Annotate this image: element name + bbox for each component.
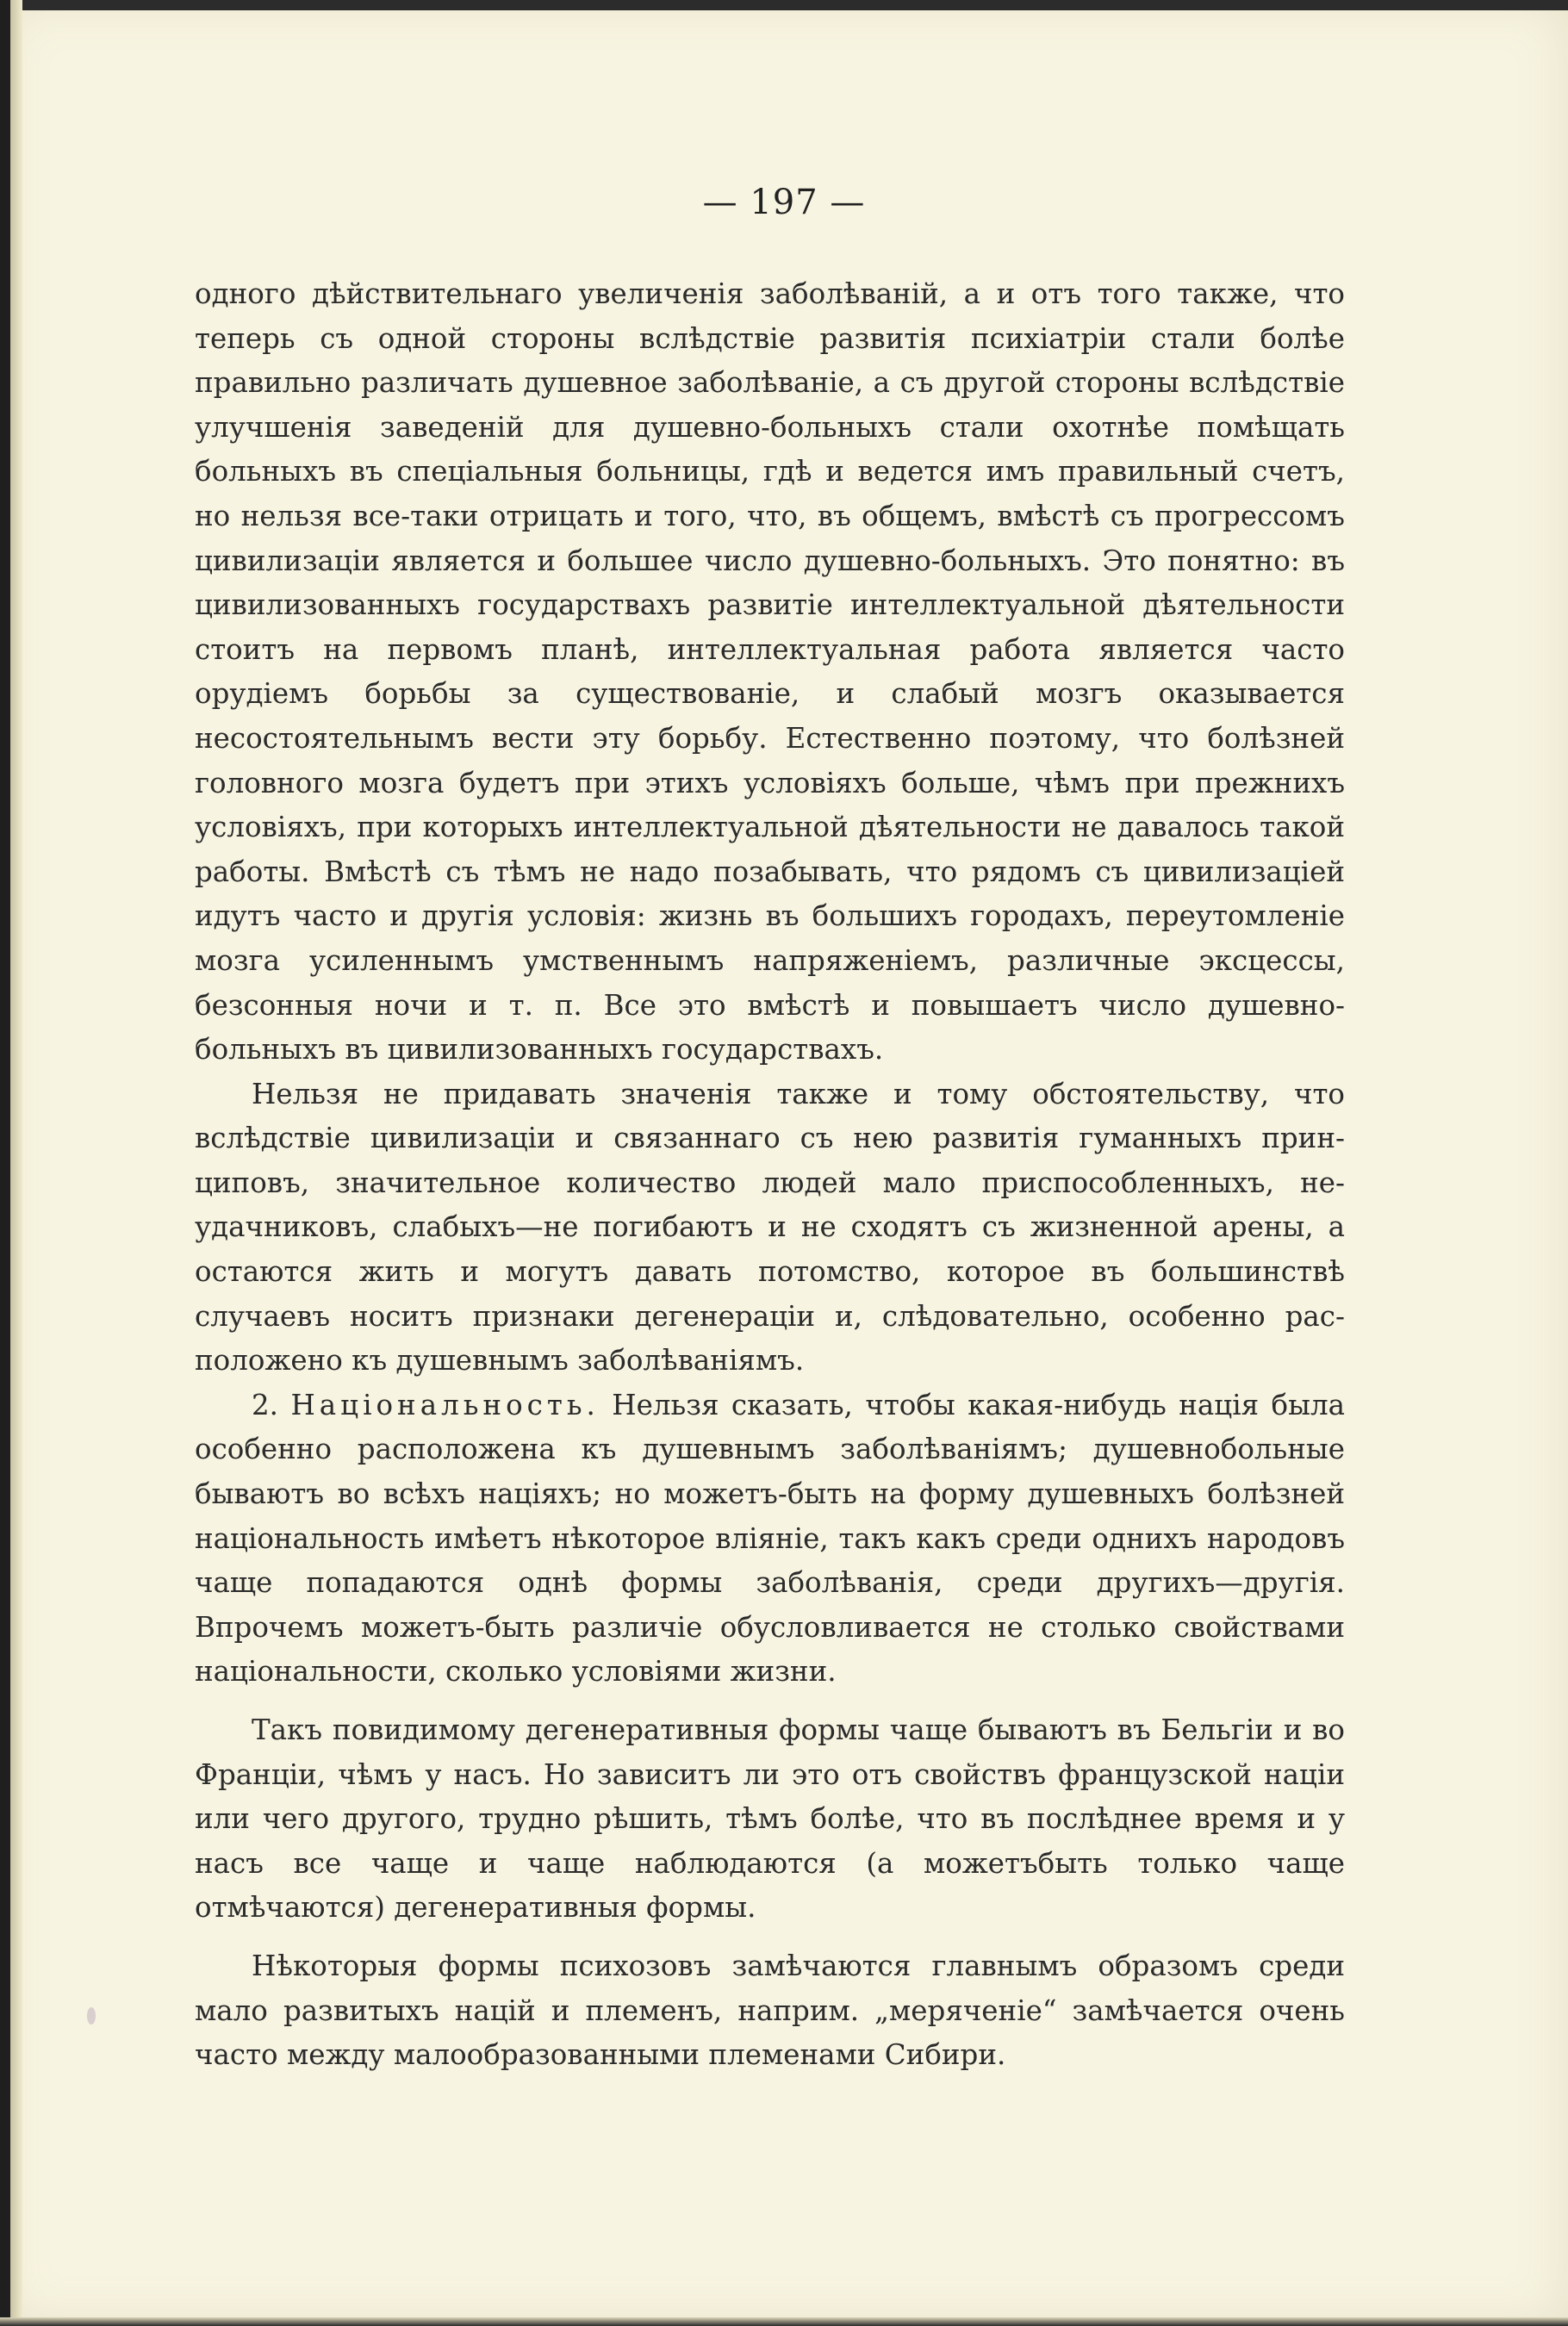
paragraph: Нѣкоторыя формы психозовъ замѣчаются главнымъ образомъ среди мало развитыхъ націй и племенъ, наприм. „меряченіе“ замѣчается очень часто между малообразованными племенами Сибири. [195, 1949, 1345, 2072]
body-text [195, 272, 1345, 2078]
paragraph: одного дѣйствительнаго увеличенія заболѣваній, а и отъ того также, что теперь съ одной стороны вслѣдствіе развитія психіатріи стали болѣе правильно различать душевное заболѣваніе, а съ другой стороны вслѣдствіе улучшенія заведеній для душевно-больныхъ стали охотнѣе помѣщать больныхъ въ спеціальныя больницы, гдѣ и ведется имъ правильный счетъ, но нельзя все-таки отрицать и того, что, въ общемъ, вмѣстѣ съ прогрессомъ цивилизаціи является и большее число душевно-больныхъ. Это понятно: въ цивилизованныхъ государствахъ развитіе интеллектуальной дѣятельности стоитъ на первомъ планѣ, интеллектуальная работа является часто орудіемъ борьбы за существованіе, и слабый мозгъ оказывается несостоятельнымъ вести эту борьбу. Естественно поэтому, что болѣзней головного мозга будетъ при этихъ условіяхъ больше, чѣмъ при прежнихъ условіяхъ, при которыхъ интеллектуальной дѣятельности не давалось такой работы. Вмѣстѣ съ тѣмъ не надо позабывать, что рядомъ съ цивилизаціей идутъ часто и другія условія: жизнь въ большихъ городахъ, переутомленіе мозга усиленнымъ умственнымъ напряженіемъ, различные эксцессы, безсонныя ночи и т. п. Все это вмѣстѣ и повышаетъ число душевно-больныхъ въ цивилизованныхъ государствахъ. [195, 277, 1345, 1067]
binding-edge [0, 0, 10, 2326]
section-text: Нельзя сказать, чтобы какая-нибудь нація была особенно расположена къ душевнымъ заболѣваніямъ; душевнобольные бываютъ во всѣхъ націяхъ; но можетъ-быть на форму душевныхъ болѣзней національность имѣетъ нѣкоторое вліяніе, такъ какъ среди однихъ народовъ чаще попадаются однѣ формы заболѣванія, среди другихъ—другія. Впрочемъ можетъ-быть различіе обусловливается не столько свойствами національности, сколько условіями жизни. [195, 1388, 1345, 1689]
paragraph: Такъ повидимому дегенеративныя формы чаще бываютъ въ Бельгіи и во Франціи, чѣмъ у насъ. Но зависитъ ли это отъ свойствъ французской націи или чего другого, трудно рѣшить, тѣмъ болѣе, что въ послѣднее время и у насъ все чаще и чаще наблюдаются (а можетъбыть только чаще отмѣчаются) дегенеративныя формы. [195, 1713, 1345, 1925]
section-paragraph [195, 1384, 1345, 1695]
section-heading: Національность. [290, 1388, 600, 1421]
paragraph: Нельзя не придавать значенія также и тому обстоятельству, что вслѣдствіе цивилизаціи и связаннаго съ нею развитія гуманныхъ принциповъ, значительное количество людей мало приспособленныхъ, неудачниковъ, слабыхъ—не погибаютъ и не сходятъ съ жизненной арены, а остаются жить и могутъ давать потомство, которое въ большинствѣ случаевъ носитъ признаки дегенераціи и, слѣдовательно, особенно расположено къ душевнымъ заболѣваніямъ. [195, 1077, 1345, 1378]
page-bottom-edge [0, 2317, 1568, 2326]
page-number: — 197 — [702, 183, 866, 222]
page-gutter [10, 0, 22, 2326]
section-number: 2. [252, 1388, 291, 1421]
paper-stain [87, 2007, 96, 2024]
page-top-edge [0, 0, 1568, 10]
